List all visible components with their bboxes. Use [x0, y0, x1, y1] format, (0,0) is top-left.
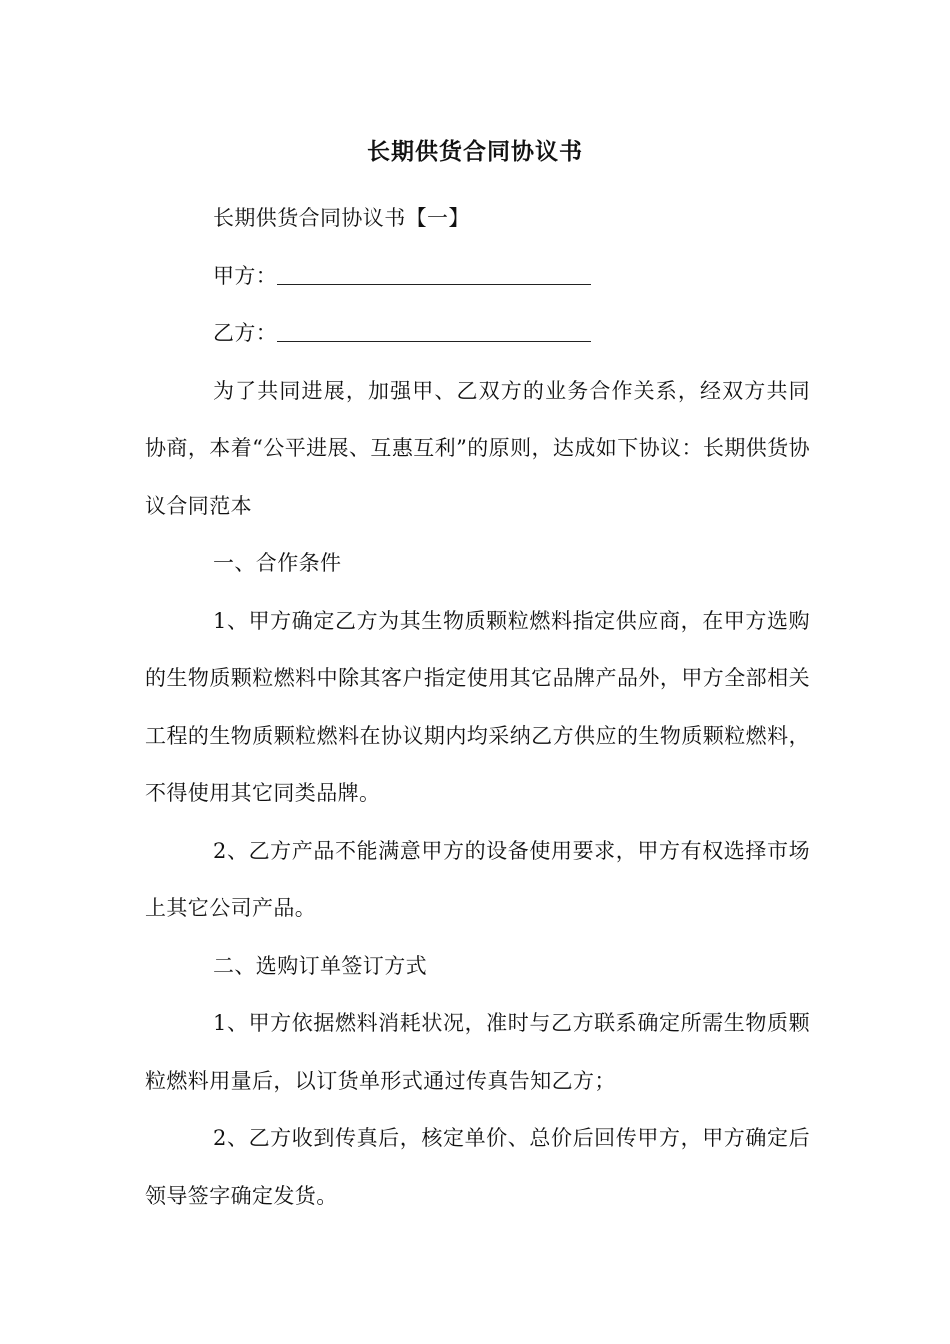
section1-heading: 一、合作条件 — [213, 551, 342, 575]
party-b-line — [145, 305, 810, 363]
document-body — [145, 190, 810, 1225]
section1-item1: 1、甲方确定乙方为其生物质颗粒燃料指定供应商，在甲方选购的生物质颗粒燃料中除其客户指定使用其它品牌产品外，甲方全部相关工程的生物质颗粒燃料在协议期内均采纳乙方供应的生物质颗粒燃料，不得使用其它同类品牌。 — [145, 608, 810, 805]
section1-item2: 2、乙方产品不能满意甲方的设备使用要求，甲方有权选择市场上其它公司产品。 — [145, 838, 810, 920]
party-a-blank — [277, 262, 591, 285]
subtitle: 长期供货合同协议书【一】 — [213, 206, 470, 230]
section2-item2: 2、乙方收到传真后，核定单价、总价后回传甲方，甲方确定后领导签字确定发货。 — [145, 1126, 810, 1208]
section2-item1: 1、甲方依据燃料消耗状况，准时与乙方联系确定所需生物质颗粒燃料用量后，以订货单形式通过传真告知乙方； — [145, 1011, 810, 1093]
document-title: 长期供货合同协议书 — [367, 139, 583, 165]
party-a-line — [145, 248, 810, 306]
party-b-label: 乙方： — [213, 321, 278, 345]
party-b-blank — [277, 319, 591, 342]
intro-paragraph: 为了共同进展，加强甲、乙双方的业务合作关系，经双方共同协商，本着“公平进展、互惠互利”的原则，达成如下协议：长期供货协议合同范本 — [145, 378, 810, 518]
section2-heading: 二、选购订单签订方式 — [213, 953, 427, 978]
party-a-label: 甲方： — [213, 263, 278, 288]
